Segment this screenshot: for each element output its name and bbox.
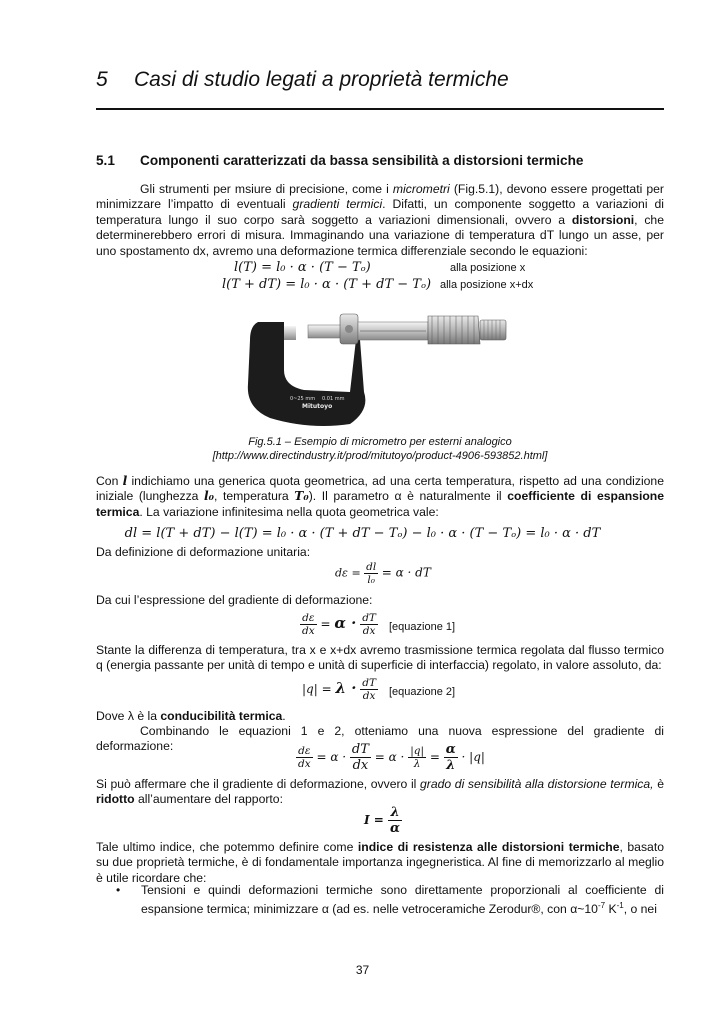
paragraph-combinando: Combinando le equazioni 1 e 2, otteniamo una nuova espressione del gradiente di deformazione: bbox=[96, 724, 664, 754]
chapter-heading bbox=[96, 68, 509, 92]
equation-gradiente-combinato: $\frac{d\varepsilon}{dx}$ = α · $\frac{dT}{dx}$ = α · $\frac{|q|}{\lambda}$ = $\frac{\alpha}{\lambda}$ · |q| bbox=[298, 742, 485, 773]
paragraph-deformazione-unitaria: Da definizione di deformazione unitaria: bbox=[96, 545, 311, 559]
figure-caption-title: Fig.5.1 – Esempio di micrometro per esterni analogico bbox=[248, 436, 512, 448]
term-gradienti: gradienti termici bbox=[292, 197, 383, 212]
paragraph-gradiente: Da cui l’espressione del gradiente di deformazione: bbox=[96, 593, 373, 607]
equation-lTdT-note: alla posizione x+dx bbox=[440, 279, 534, 291]
paragraph-sensibilita: Si può affermare che il gradiente di deformazione, ovvero il grado di sensibilità alla distorsione termica, è ridotto all’aumentare del rapporto: bbox=[96, 777, 664, 807]
micrometer-resolution-label: 0.01 mm bbox=[322, 396, 345, 402]
equation-2-label: [equazione 2] bbox=[389, 686, 456, 698]
term-indice-resistenza: indice di resistenza alle distorsioni termiche bbox=[357, 840, 620, 854]
paragraph-intro: Gli strumenti per msiure di precisione, come i micrometri (Fig.5.1), devono essere progettati per minimizzare l’impatto di eventuali gradienti termici. Difatti, un componente soggetto a variazioni di temperatura lungo il suo corpo sarà soggetto a variazioni dimensionali, ovvero a distorsioni, che determinerebbero errori di misura. Immaginando una variazione di temperatura dT lungo un asse, per uno spostamento dx, avremo una deformazione termica differenziale secondo le equazioni: bbox=[96, 182, 664, 258]
term-conducibilita: conducibilità termica bbox=[160, 709, 283, 723]
page-number: 37 bbox=[355, 963, 370, 977]
equation-2: |q| = λ · $\frac{dT}{dx}$ bbox=[302, 677, 376, 702]
paragraph-parameters: Con l indichiamo una generica quota geometrica, ad una certa temperatura, rispetto ad una condizione iniziale (lunghezza l₀, temperatura T₀). Il parametro α è naturalmente il coefficiente di espansione termica. La variazione infinitesima nella quota geometrica vale: bbox=[96, 474, 665, 519]
chapter-number: 5 bbox=[96, 68, 108, 91]
micrometer-image bbox=[240, 300, 540, 430]
chapter-title: Casi di studio legati a proprietà termiche bbox=[134, 68, 509, 91]
figure-caption-source: [http://www.directindustry.it/prod/mitutoyo/product-4906-593852.html] bbox=[212, 450, 548, 462]
equation-lT-note: alla posizione x bbox=[450, 262, 526, 274]
micrometer-range-label: 0~25 mm bbox=[290, 396, 316, 402]
section-heading bbox=[96, 153, 583, 168]
term-micrometri: micrometri bbox=[392, 182, 450, 196]
term-ridotto: ridotto bbox=[96, 792, 135, 807]
heading-rule bbox=[96, 108, 664, 110]
term-coefficiente: coefficiente di espansione termica bbox=[96, 489, 665, 519]
paragraph-flusso: Stante la differenza di temperatura, tra x e x+dx avremo trasmissione termica regolata dal flusso termico q (energia passante per unità di tempo e unità di superficie di interfaccia) regolato, in valore assoluto, da: bbox=[96, 643, 664, 673]
equation-1: $\frac{d\varepsilon}{dx}$ = α · $\frac{dT}{dx}$ bbox=[302, 612, 376, 637]
equation-indice: I = $\frac{\lambda}{\alpha}$ bbox=[364, 805, 401, 836]
equation-lTdT: l(T + dT) = l₀ · α · (T + dT − Tₒ) bbox=[222, 277, 432, 292]
equation-1-label: [equazione 1] bbox=[389, 621, 456, 633]
term-distorsioni: distorsioni bbox=[571, 212, 635, 227]
figure-caption bbox=[96, 435, 664, 463]
bullet-item-tensioni: Tensioni e quindi deformazioni termiche sono direttamente proporzionali al coefficiente di espansione termica; minimizzare α (ad es. nelle vetroceramiche Zerodur®, con $\alpha\sim 10^{-7}$ $K^{-1}$, o nei bbox=[141, 883, 664, 917]
equation-deps: dε = $\frac{dl}{\text{l₀}}$ = α · dT bbox=[335, 561, 431, 586]
section-title: Componenti caratterizzati da bassa sensibilità a distorsioni termiche bbox=[140, 153, 584, 168]
paragraph-indice-resistenza: Tale ultimo indice, che potemmo definire come indice di resistenza alle distorsioni termiche, basato su due proprietà termiche, è di fondamentale importanza ingegneristica. Al fine di memorizzarlo al meglio è utile ricordare che: bbox=[96, 840, 664, 885]
paragraph-conducibilita: Dove λ è la conducibilità termica. bbox=[96, 709, 286, 723]
term-grado-sensibilita: grado di sensibilità alla distorsione termica, bbox=[420, 777, 654, 791]
section-number: 5.1 bbox=[96, 153, 115, 168]
equation-dl: dl = l(T + dT) − l(T) = l₀ · α · (T + dT − Tₒ) − l₀ · α · (T − Tₒ) = l₀ · α · dT bbox=[124, 526, 601, 541]
micrometer-brand-logo: Mitutoyo bbox=[302, 403, 333, 410]
bullet-icon: • bbox=[116, 883, 121, 897]
equation-lT: l(T) = l₀ · α · (T − Tₒ) bbox=[234, 260, 371, 275]
